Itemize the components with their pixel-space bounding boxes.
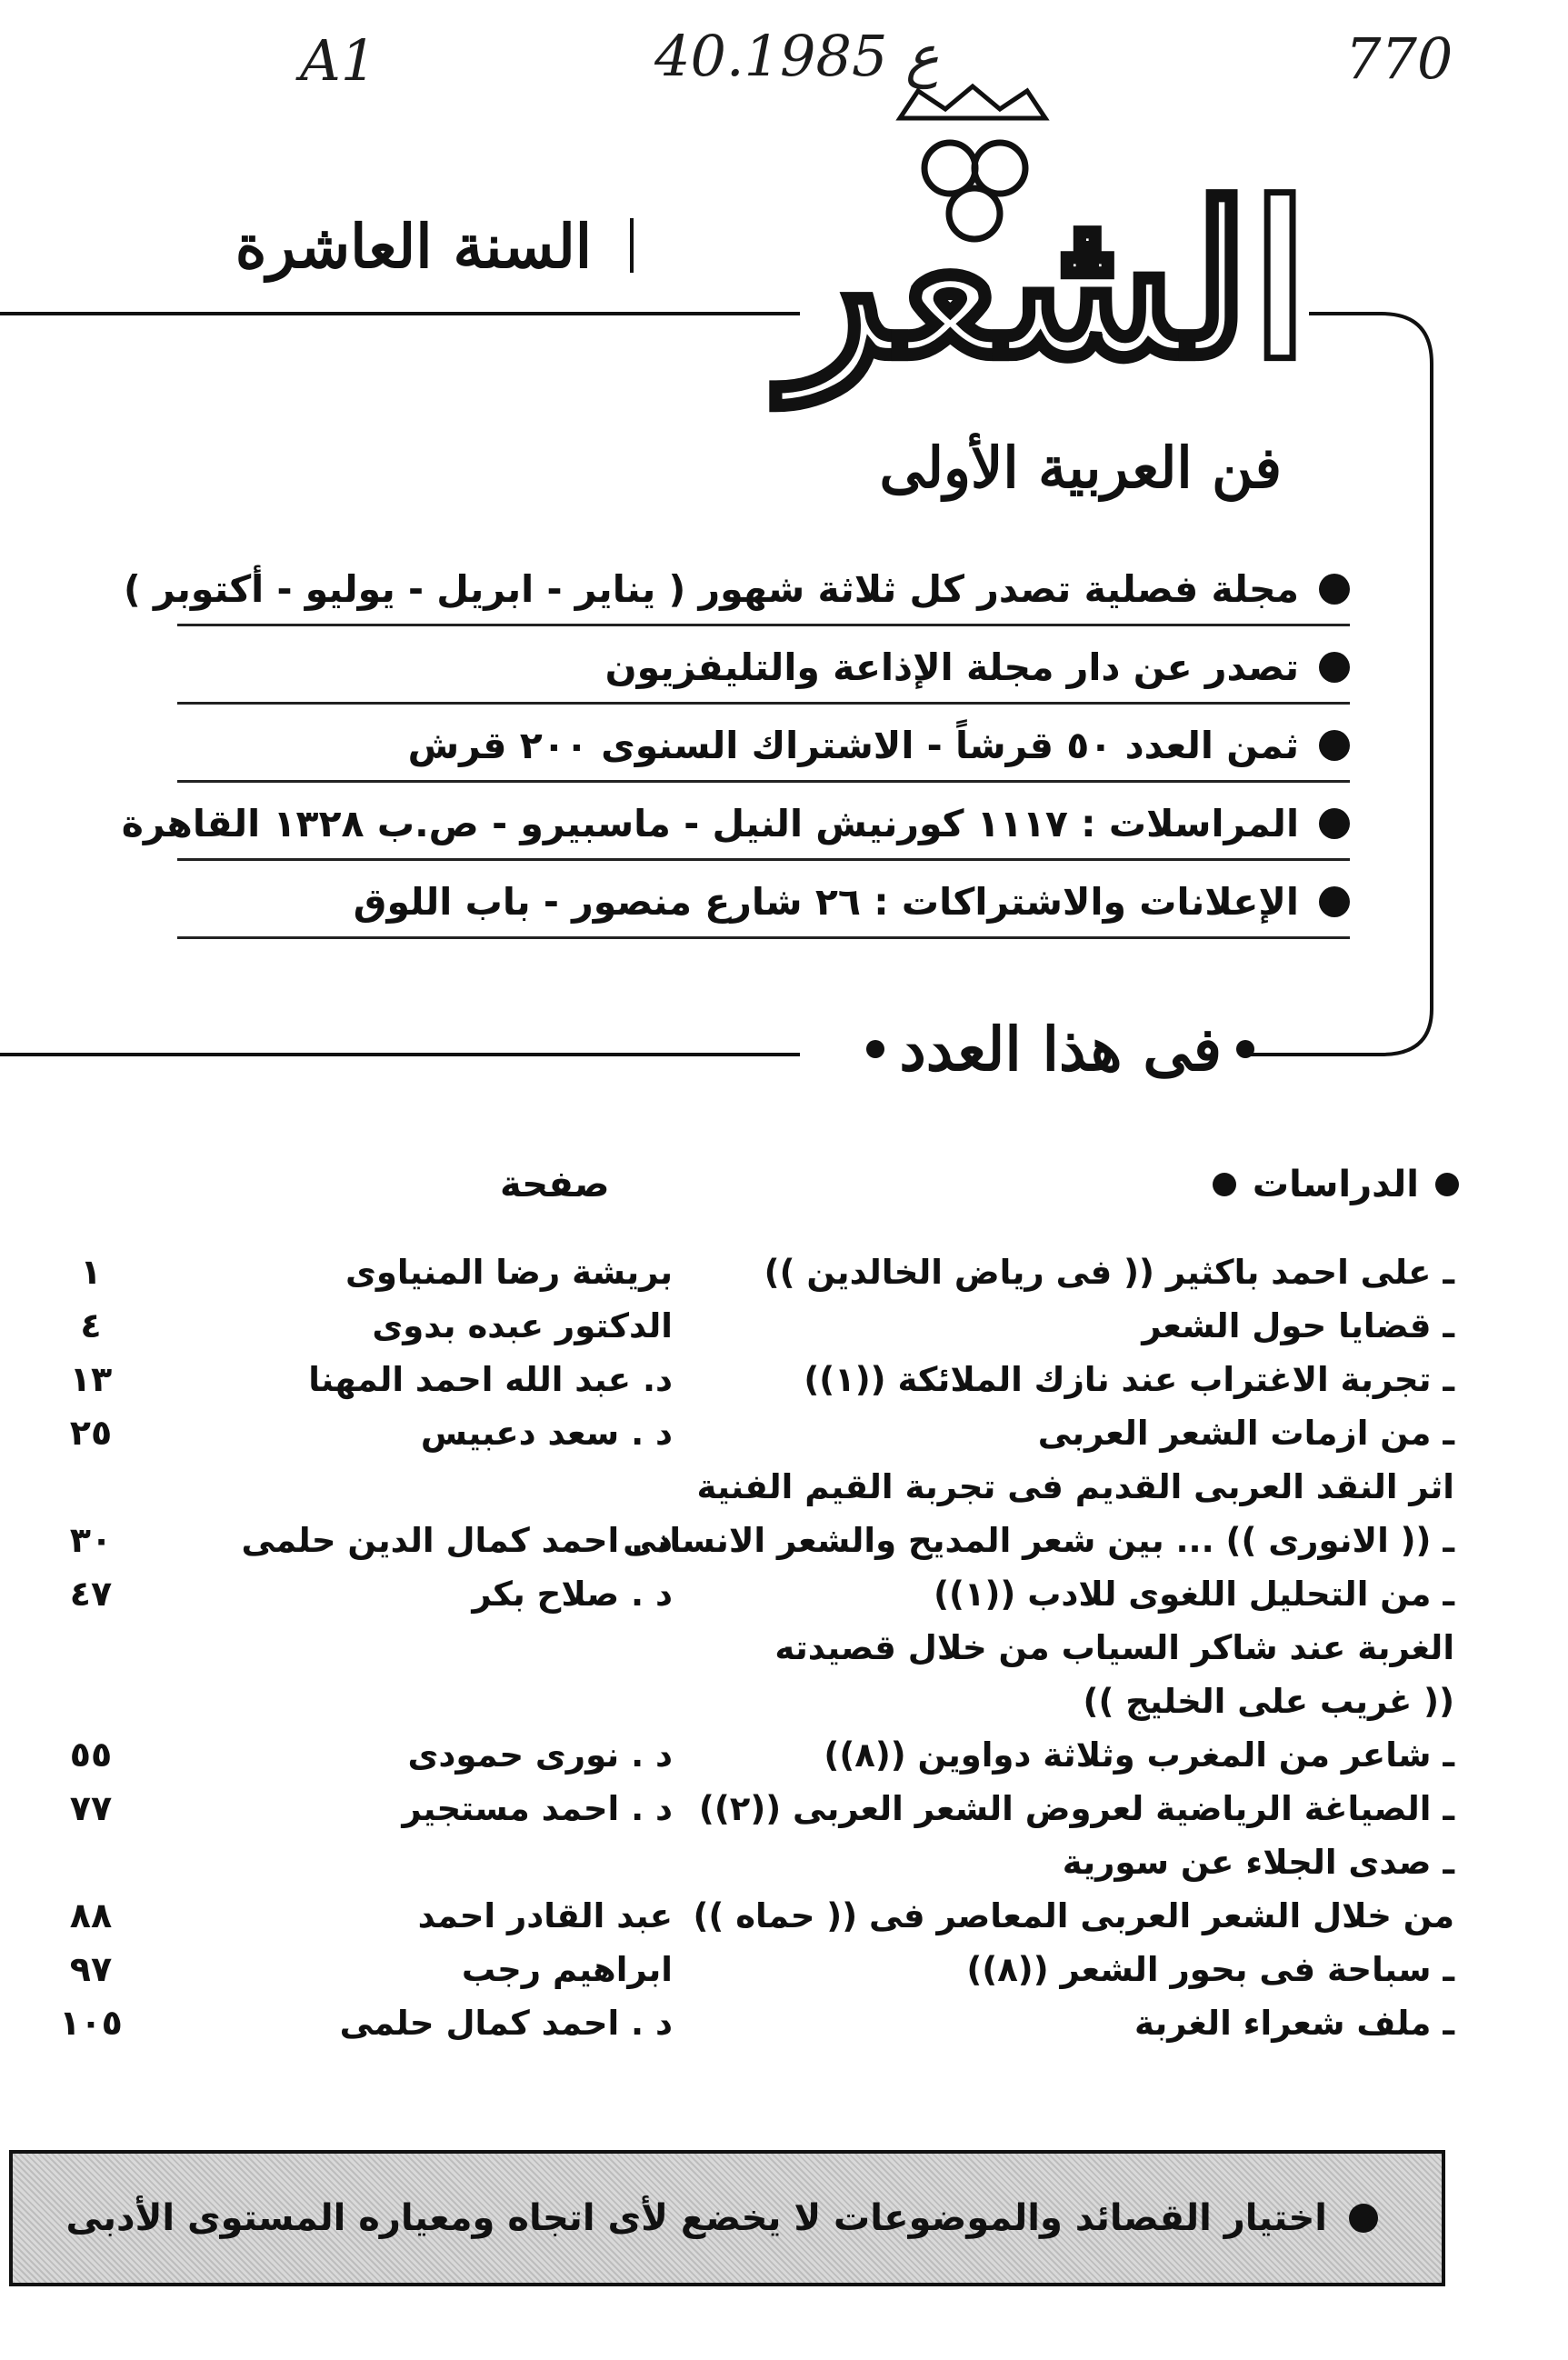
handwritten-code: A1 — [300, 27, 377, 94]
editorial-note-box — [9, 2150, 1445, 2286]
article-title: ـ (( الانورى )) ... بين شعر المديح والشعر الانسانى — [623, 1521, 1454, 1560]
article-author: الدكتور عبده بدوى — [372, 1306, 673, 1345]
article-author: عبد القادر احمد — [417, 1896, 673, 1935]
article-title: ـ من ازمات الشعر العربى — [1037, 1414, 1454, 1453]
article-author: د . احمد مستجير — [402, 1789, 673, 1828]
article-author: ابراهيم رجب — [461, 1950, 673, 1989]
table-row — [36, 1621, 1454, 1675]
dot-icon — [1236, 1040, 1254, 1058]
info-text: المراسلات : ١١١٧ كورنيش النيل - ماسبيرو - ص.ب ١٣٢٨ القاهرة — [121, 802, 1299, 845]
article-page: ٩٧ — [69, 1949, 113, 1989]
tagline: فن العربية الأولى — [879, 435, 1282, 501]
table-row — [36, 1353, 1454, 1406]
article-page: ٢٥ — [69, 1413, 113, 1453]
article-title: (( غريب على الخليج )) — [1083, 1682, 1454, 1721]
article-page: ٥٥ — [69, 1735, 113, 1775]
info-text: ثمن العدد ٥٠ قرشاً - الاشتراك السنوى ٢٠٠ قرش — [407, 724, 1299, 767]
table-row — [36, 1460, 1454, 1514]
article-title: اثر النقد العربى القديم فى تجربة القيم الفنية — [696, 1467, 1454, 1506]
table-row — [36, 1943, 1454, 1996]
handwritten-date: 40.ع 1985 — [654, 23, 940, 89]
table-row — [36, 1406, 1454, 1460]
table-of-contents — [36, 1245, 1454, 2050]
article-author: د. عبد الله احمد المهنا — [308, 1360, 673, 1399]
article-page: ٨٨ — [69, 1895, 113, 1935]
article-title: ـ الصياغة الرياضية لعروض الشعر العربى ((٢)) — [698, 1789, 1454, 1828]
table-row — [36, 1996, 1454, 2050]
info-correspondence — [121, 789, 1350, 861]
section-label: الدراسات — [1252, 1164, 1419, 1205]
dot-icon — [866, 1040, 884, 1058]
article-author: د . احمد كمال حلمى — [339, 2004, 673, 2043]
table-row — [36, 1782, 1454, 1835]
table-row — [36, 1889, 1454, 1943]
in-this-issue-label: فى هذا العدد — [899, 1014, 1222, 1085]
info-text: الإعلانات والاشتراكات : ٢٦ شارع منصور - باب اللوق — [353, 880, 1299, 924]
bullet-icon — [1349, 2204, 1378, 2233]
logo-text: الشعر — [784, 159, 1309, 405]
article-page: ١ — [80, 1252, 102, 1292]
bullet-icon — [1213, 1173, 1236, 1196]
article-author: د . احمد كمال الدين حلمى — [241, 1521, 673, 1560]
article-title: ـ سباحة فى بحور الشعر ((٨)) — [966, 1950, 1454, 1989]
page-column-header: صفحة — [500, 1164, 610, 1205]
info-publisher — [177, 633, 1350, 705]
info-text: تصدر عن دار مجلة الإذاعة والتليفزيون — [604, 645, 1299, 689]
article-title: ـ صدى الجلاء عن سورية — [1062, 1843, 1454, 1882]
article-author: بريشة رضا المنياوى — [345, 1253, 673, 1292]
bullet-icon — [1319, 574, 1350, 605]
article-author: د . صلاح بكر — [472, 1575, 673, 1614]
article-page: ٤٧ — [69, 1574, 113, 1614]
table-row — [36, 1675, 1454, 1728]
info-frequency — [123, 555, 1350, 626]
article-title: ـ قضايا حول الشعر — [1142, 1306, 1454, 1345]
article-title: ـ من التحليل اللغوى للادب ((١)) — [934, 1575, 1454, 1614]
bullet-icon — [1319, 730, 1350, 761]
info-price — [177, 711, 1350, 783]
bullet-icon — [1319, 652, 1350, 683]
article-author: د . سعد دعبيس — [420, 1414, 673, 1453]
article-author: د . نورى حمودى — [407, 1735, 673, 1775]
article-title: ـ تجربة الاغتراب عند نازك الملائكة ((١)) — [804, 1360, 1454, 1399]
article-page: ٧٧ — [69, 1788, 113, 1828]
article-page: ٣٠ — [69, 1520, 113, 1560]
article-page: ١٣ — [69, 1359, 113, 1399]
editorial-note: اختيار القصائد والموضوعات لا يخضع لأى اتجاه ومعياره المستوى الأدبى — [65, 2197, 1327, 2239]
in-this-issue-banner — [800, 1014, 1254, 1085]
handwritten-number: 770 — [1345, 25, 1453, 92]
article-title: ـ شاعر من المغرب وثلاثة دواوين ((٨)) — [824, 1735, 1454, 1775]
table-row — [36, 1299, 1454, 1353]
article-title: الغربة عند شاكر السياب من خلال قصيدته — [774, 1628, 1454, 1667]
bullet-icon — [1319, 886, 1350, 917]
section-heading — [1213, 1164, 1459, 1205]
article-page: ١٠٥ — [59, 2003, 123, 2043]
table-row — [36, 1728, 1454, 1782]
year-label: السنة العاشرة — [235, 211, 593, 282]
table-row — [36, 1245, 1454, 1299]
article-title: ـ ملف شعراء الغربة — [1134, 2004, 1454, 2043]
article-title: من خلال الشعر العربى المعاصر فى (( حماه )) — [693, 1896, 1454, 1935]
bullet-icon — [1319, 808, 1350, 839]
article-title: ـ على احمد باكثير (( فى رياض الخالدين )) — [764, 1253, 1454, 1292]
info-advertising — [177, 867, 1350, 939]
table-row — [36, 1567, 1454, 1621]
info-text: مجلة فصلية تصدر كل ثلاثة شهور ( يناير - ابريل - يوليو - أكتوبر ) — [123, 567, 1299, 611]
article-page: ٤ — [80, 1305, 102, 1345]
bullet-icon — [1435, 1173, 1459, 1196]
table-row — [36, 1835, 1454, 1889]
table-row — [36, 1514, 1454, 1567]
